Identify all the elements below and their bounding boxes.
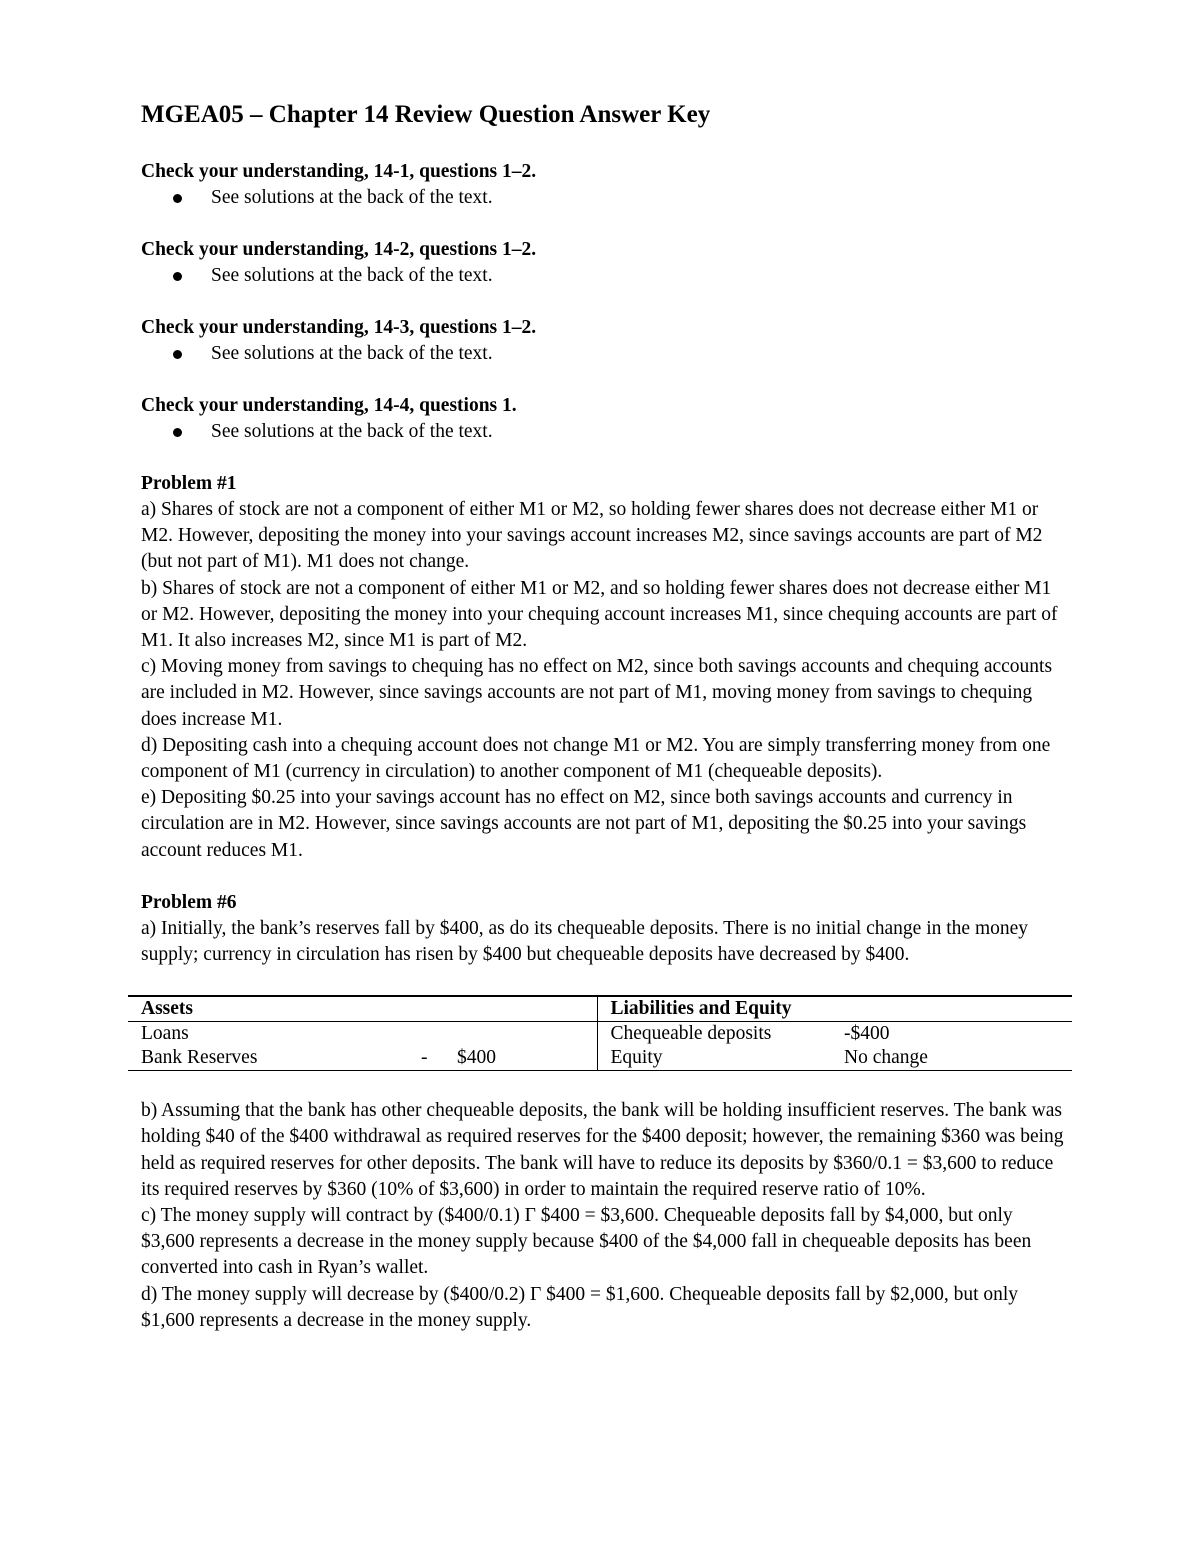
bullet-list (141, 419, 1071, 445)
check-section-14-1 (141, 159, 1071, 211)
bullet-icon (173, 428, 182, 437)
list-item (141, 419, 1071, 445)
answer-a: a) Shares of stock are not a component of either M1 or M2, so holding fewer shares does not decrease either M1 or M2. However, depositing the money into your savings account increases M2, since savings accounts are part of M2 (but not part of M1). M1 does not change. (141, 499, 1043, 573)
section-heading: Check your understanding, 14-2, questions 1–2. (141, 239, 537, 260)
list-item-text: See solutions at the back of the text. (211, 343, 493, 364)
bullet-list (141, 341, 1071, 367)
bullet-list (141, 185, 1071, 211)
list-item-text: See solutions at the back of the text. (211, 187, 493, 208)
table-row (128, 1022, 1072, 1047)
liability-amount-cell: No change (831, 1046, 1072, 1071)
asset-amount-cell (408, 1022, 597, 1047)
document-page (141, 98, 1071, 1334)
check-section-14-3 (141, 315, 1071, 367)
answer-a: a) Initially, the bank’s reserves fall by $400, as do its chequeable deposits. There is no initial change in the money supply; currency in circulation has risen by $400 but chequeable deposits have decreased by $400. (141, 917, 1029, 966)
section-heading: Check your understanding, 14-1, questions 1–2. (141, 161, 537, 182)
liability-cell: Equity (597, 1046, 831, 1071)
answer-d: d) Depositing cash into a chequing account does not change M1 or M2. You are simply transferring money from one component of M1 (currency in circulation) to another component of M1 (chequeable deposits). (141, 734, 1051, 783)
answer-e: e) Depositing $0.25 into your savings account has no effect on M2, since both savings accounts and currency in circulation are in M2. However, since savings accounts are not part of M1, depositing the $0.25 into your savings account reduces M1. (141, 787, 1027, 861)
check-section-14-4 (141, 393, 1071, 445)
asset-cell: Loans (141, 1023, 189, 1045)
bullet-icon (173, 272, 182, 281)
answer-c: c) Moving money from savings to chequing has no effect on M2, since both savings accounts and chequing accounts are included in M2. However, since savings accounts are not part of M1, moving money from savings to chequing does increase M1. (141, 656, 1053, 730)
t-account-table (128, 995, 1072, 1071)
liabilities-header: Liabilities and Equity (597, 996, 1072, 1022)
list-item (141, 341, 1071, 367)
check-section-14-2 (141, 237, 1071, 289)
bullet-icon (173, 194, 182, 203)
problem-heading: Problem #1 (141, 473, 237, 494)
bullet-list (141, 263, 1071, 289)
amount-value: $400 (457, 1047, 496, 1069)
list-item (141, 185, 1071, 211)
table-header-row (128, 996, 1072, 1022)
answer-b: b) Shares of stock are not a component of either M1 or M2, and so holding fewer shares does not decrease either M1 or M2. However, depositing the money into your chequing account increases M1, since chequing accounts are part of M1. It also increases M2, since M1 is part of M2. (141, 577, 1058, 652)
problem-heading: Problem #6 (141, 891, 237, 913)
amount-sign: - (421, 1047, 428, 1069)
list-item (141, 263, 1071, 289)
list-item-text: See solutions at the back of the text. (211, 265, 493, 286)
bullet-icon (173, 350, 182, 359)
section-heading: Check your understanding, 14-3, questions 1–2. (141, 317, 537, 338)
asset-cell: Bank Reserves (128, 1046, 408, 1071)
problem-6 (141, 890, 1071, 1334)
liability-amount-cell: -$400 (844, 1023, 890, 1045)
table-row (128, 1046, 1072, 1071)
liability-cell: Chequeable deposits (597, 1022, 831, 1047)
answer-c: c) The money supply will contract by ($400/0.1) Г $400 = $3,600. Chequeable deposits fall by $4,000, but only $3,600 represents a decrease in the money supply because $400 of the $4,000 fall in chequeable deposits has been converted into cash in Ryan’s wallet. (141, 1205, 1032, 1279)
asset-amount-cell (408, 1046, 597, 1071)
answer-d: d) The money supply will decrease by ($400/0.2) Г $400 = $1,600. Chequeable deposits fall by $2,000, but only $1,600 represents a decrease in the money supply. (141, 1283, 1019, 1331)
assets-header: Assets (128, 996, 597, 1022)
list-item-text: See solutions at the back of the text. (211, 421, 493, 442)
problem-1 (141, 471, 1071, 864)
answer-b: b) Assuming that the bank has other chequeable deposits, the bank will be holding insufficient reserves. The bank was holding $40 of the $400 withdrawal as required reserves for the $400 deposit; however, the remaining $360 was being held as required reserves for other deposits. The bank will have to reduce its deposits by $360/0.1 = $3,600 to reduce its required reserves by $360 (10% of $3,600) in order to maintain the required reserve ratio of 10%. (141, 1100, 1064, 1200)
section-heading: Check your understanding, 14-4, questions 1. (141, 395, 517, 416)
page-title: MGEA05 – Chapter 14 Review Question Answer Key (141, 101, 711, 128)
